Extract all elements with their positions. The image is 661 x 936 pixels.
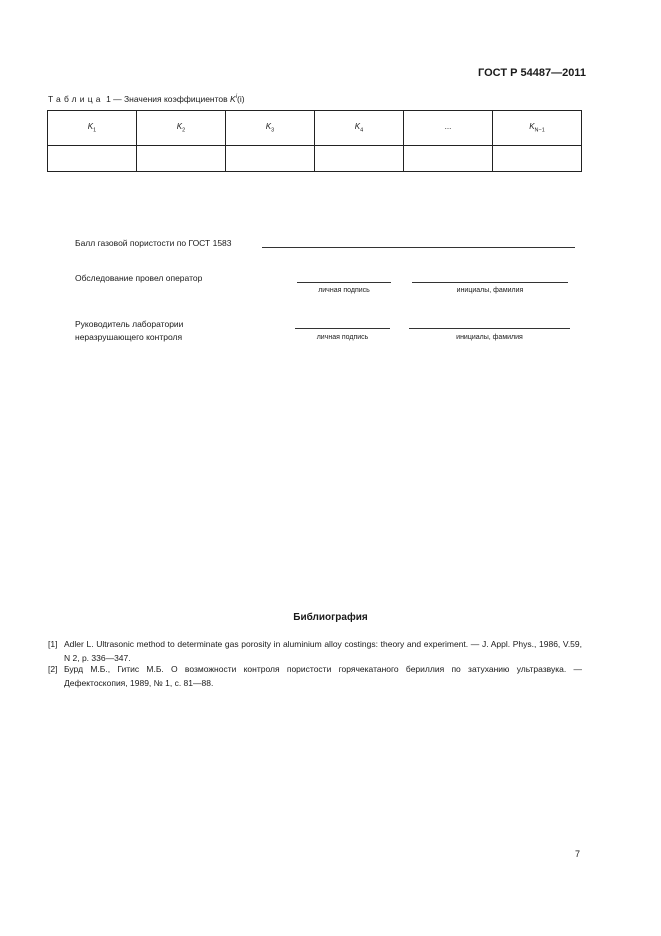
coefficients-table bbox=[47, 110, 582, 172]
head-name-field[interactable] bbox=[409, 328, 570, 329]
table-caption-text: 1 — Значения коэффициентов bbox=[103, 94, 231, 104]
table-cell bbox=[137, 146, 226, 172]
bibliography-entry-text: Adler L. Ultrasonic method to determinate gas porosity in aluminium alloy costings: theory and experiment. — J. Appl. Phys., 1986, V.59, N 2, p. 336—347. bbox=[64, 639, 582, 663]
operator-signature-caption: личная подпись bbox=[318, 287, 370, 294]
head-signature-caption: личная подпись bbox=[316, 334, 369, 341]
operator-signature-field[interactable] bbox=[297, 282, 391, 283]
head-name-caption: инициалы, фамилия bbox=[456, 334, 523, 341]
table-header-cell: $K_2$ bbox=[137, 111, 226, 146]
table-cell bbox=[404, 146, 493, 172]
operator-name-field[interactable] bbox=[412, 282, 568, 283]
table-caption-symbol: K bbox=[230, 94, 236, 104]
porosity-field[interactable] bbox=[262, 247, 575, 248]
bibliography-title: Библиография bbox=[293, 612, 368, 623]
operator-name-caption: инициалы, фамилия bbox=[456, 287, 524, 294]
table-header-cell: $K_1$ bbox=[48, 111, 137, 146]
table-cell bbox=[315, 146, 404, 172]
operator-label: Обследование провел оператор bbox=[75, 273, 203, 283]
table-cell bbox=[493, 146, 582, 172]
bibliography-entry-number: [2] bbox=[48, 664, 58, 674]
head-signature-field[interactable] bbox=[295, 328, 390, 329]
table-header-cell: $K_{N-1}$ bbox=[493, 111, 582, 146]
table-header-row bbox=[48, 111, 582, 146]
standard-number: ГОСТ Р 54487—2011 bbox=[478, 67, 586, 79]
table-header-cell: ... bbox=[404, 111, 493, 146]
page-number: 7 bbox=[575, 849, 581, 859]
head-label-line-2: неразрушающего контроля bbox=[75, 332, 183, 342]
table-header-cell: $K_3$ bbox=[226, 111, 315, 146]
bibliography-entry bbox=[48, 637, 582, 665]
table-caption-argument: (i) bbox=[237, 94, 245, 104]
table-caption bbox=[48, 94, 245, 104]
bibliography-entry bbox=[48, 662, 582, 690]
table-cell bbox=[226, 146, 315, 172]
head-label-line-1: Руководитель лаборатории bbox=[75, 319, 184, 329]
table-row bbox=[48, 146, 582, 172]
table-cell bbox=[48, 146, 137, 172]
bibliography-entry-text: Бурд М.Б., Гитис М.Б. О возможности контроля пористости горячекатаного бериллия по затуханию ультразвука. — Дефектоскопия, 1989, № 1, с. 81—88. bbox=[64, 664, 582, 688]
table-header-cell: $K_4$ bbox=[315, 111, 404, 146]
table-caption-superscript: i bbox=[235, 94, 238, 101]
bibliography-entry-number: [1] bbox=[48, 639, 58, 649]
table-caption-word: Таблица bbox=[48, 94, 104, 104]
porosity-label: Балл газовой пористости по ГОСТ 1583 bbox=[75, 238, 232, 248]
